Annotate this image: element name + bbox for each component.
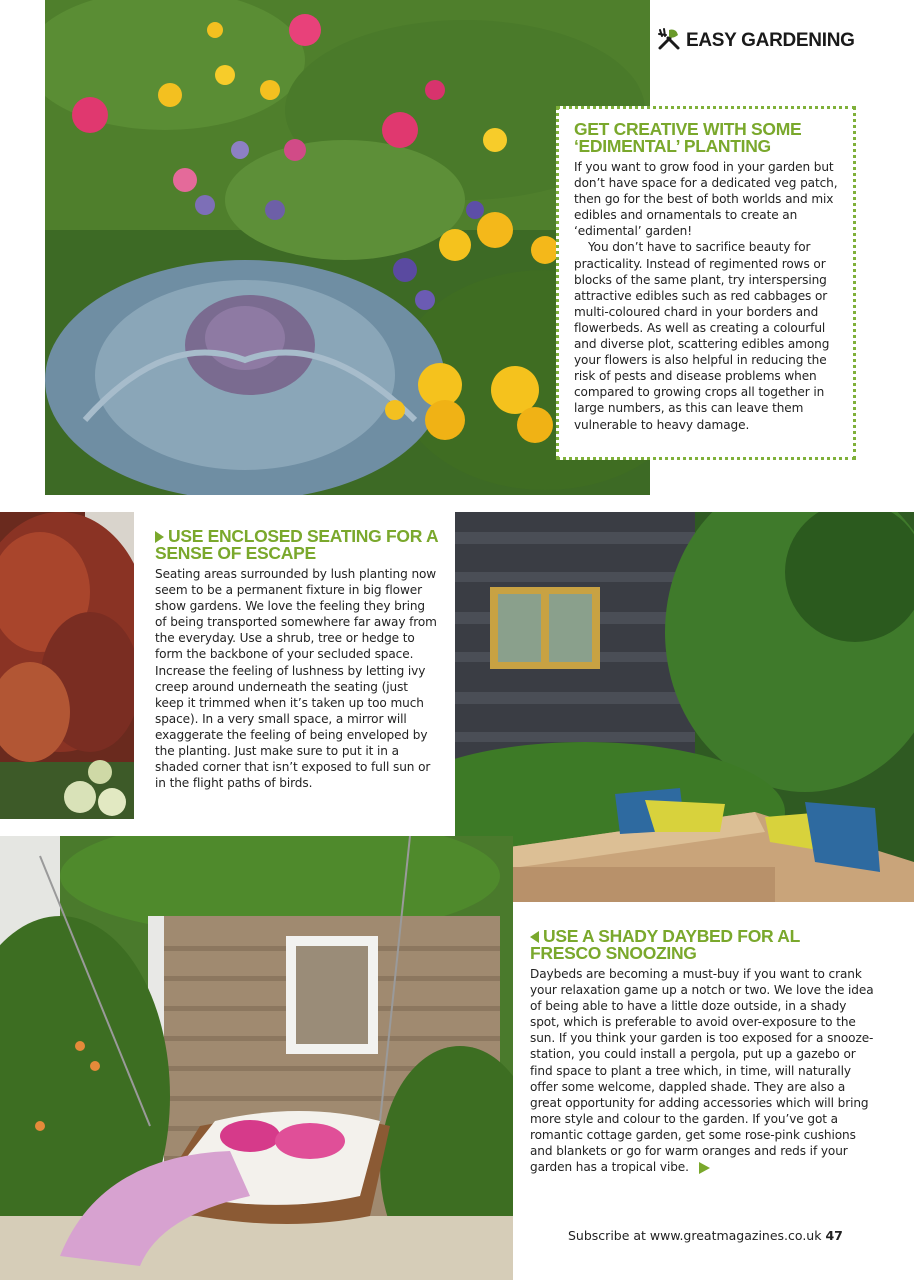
edimental-planting-box [556,106,856,460]
shady-daybed-heading: USE A SHADY DAYBED FOR AL FRESCO SNOOZING [530,926,800,963]
garden-tools-icon [656,26,682,57]
photo-shady-daybed [0,836,513,1280]
enclosed-seating-article [155,528,440,791]
pointer-left-icon [530,931,539,943]
shady-daybed-article [530,928,875,1175]
continue-arrow-icon [699,1162,710,1174]
enclosed-seating-heading: USE ENCLOSED SEATING FOR A SENSE OF ESCAPE [155,526,438,563]
photo-enclosed-seating [455,512,914,902]
edimental-paragraph-2: You don’t have to sacrifice beauty for practicality. Instead of regimented rows or blocks of the same plant, try interspersing attractive edibles such as red cabbages or multi-coloured chard in your borders and flowerbeds. As well as creating a colourful and diverse plot, scattering edibles among your flowers is also helpful in reducing the risk of pests and disease problems when compared to growing crops all together in large numbers, as this can leave them vulnerable to heavy damage. [574,240,830,432]
shady-daybed-paragraph: Daybeds are becoming a must-buy if you want to crank your relaxation game up a notch or two. We love the idea of being able to have a little doze outside, in a shady spot, which is preferable to avoid over-exposure to the sun. If you think your garden is too exposed for a snooze-station, you could install a pergola, put up a gazebo or find space to plant a tree which, in time, will naturally offer some welcome, dappled shade. They are also a great opportunity for adding accessories which will bring more style and colour to the garden. If you’ve got a romantic cottage garden, get some rose-pink cushions and blankets or go for warm oranges and reds if your garden has a tropical vibe. [530,967,874,1175]
subscribe-link[interactable]: Subscribe at www.greatmagazines.co.uk [568,1228,822,1243]
photo-acer-shrub [0,512,134,819]
section-header [656,26,855,56]
page-number: 47 [825,1228,843,1243]
edimental-heading: GET CREATIVE WITH SOME ‘EDIMENTAL’ PLANTING [574,119,802,156]
pointer-right-icon [155,531,164,543]
section-label: EASY GARDENING [686,30,855,51]
edimental-paragraph-1: If you want to grow food in your garden but don’t have space for a dedicated veg patch, then go for the best of both worlds and mix edibles and ornamentals to create an ‘edimental’ garden! [574,160,838,239]
page-footer [568,1228,843,1243]
enclosed-seating-paragraph: Seating areas surrounded by lush planting now seem to be a permanent fixture in big flower show gardens. We love the feeling they bring of being transported somewhere far away from the everyday. Use a shrub, tree or hedge to form the backbone of your secluded space. Increase the feeling of lushness by letting ivy creep around underneath the seating (just keep it trimmed when it’s taken up too much space). In a very small space, a mirror will exaggerate the feeling of being enveloped by the planting. Just make sure to put it in a shaded corner that isn’t exposed to full sun or in the flight paths of birds. [155,567,437,791]
